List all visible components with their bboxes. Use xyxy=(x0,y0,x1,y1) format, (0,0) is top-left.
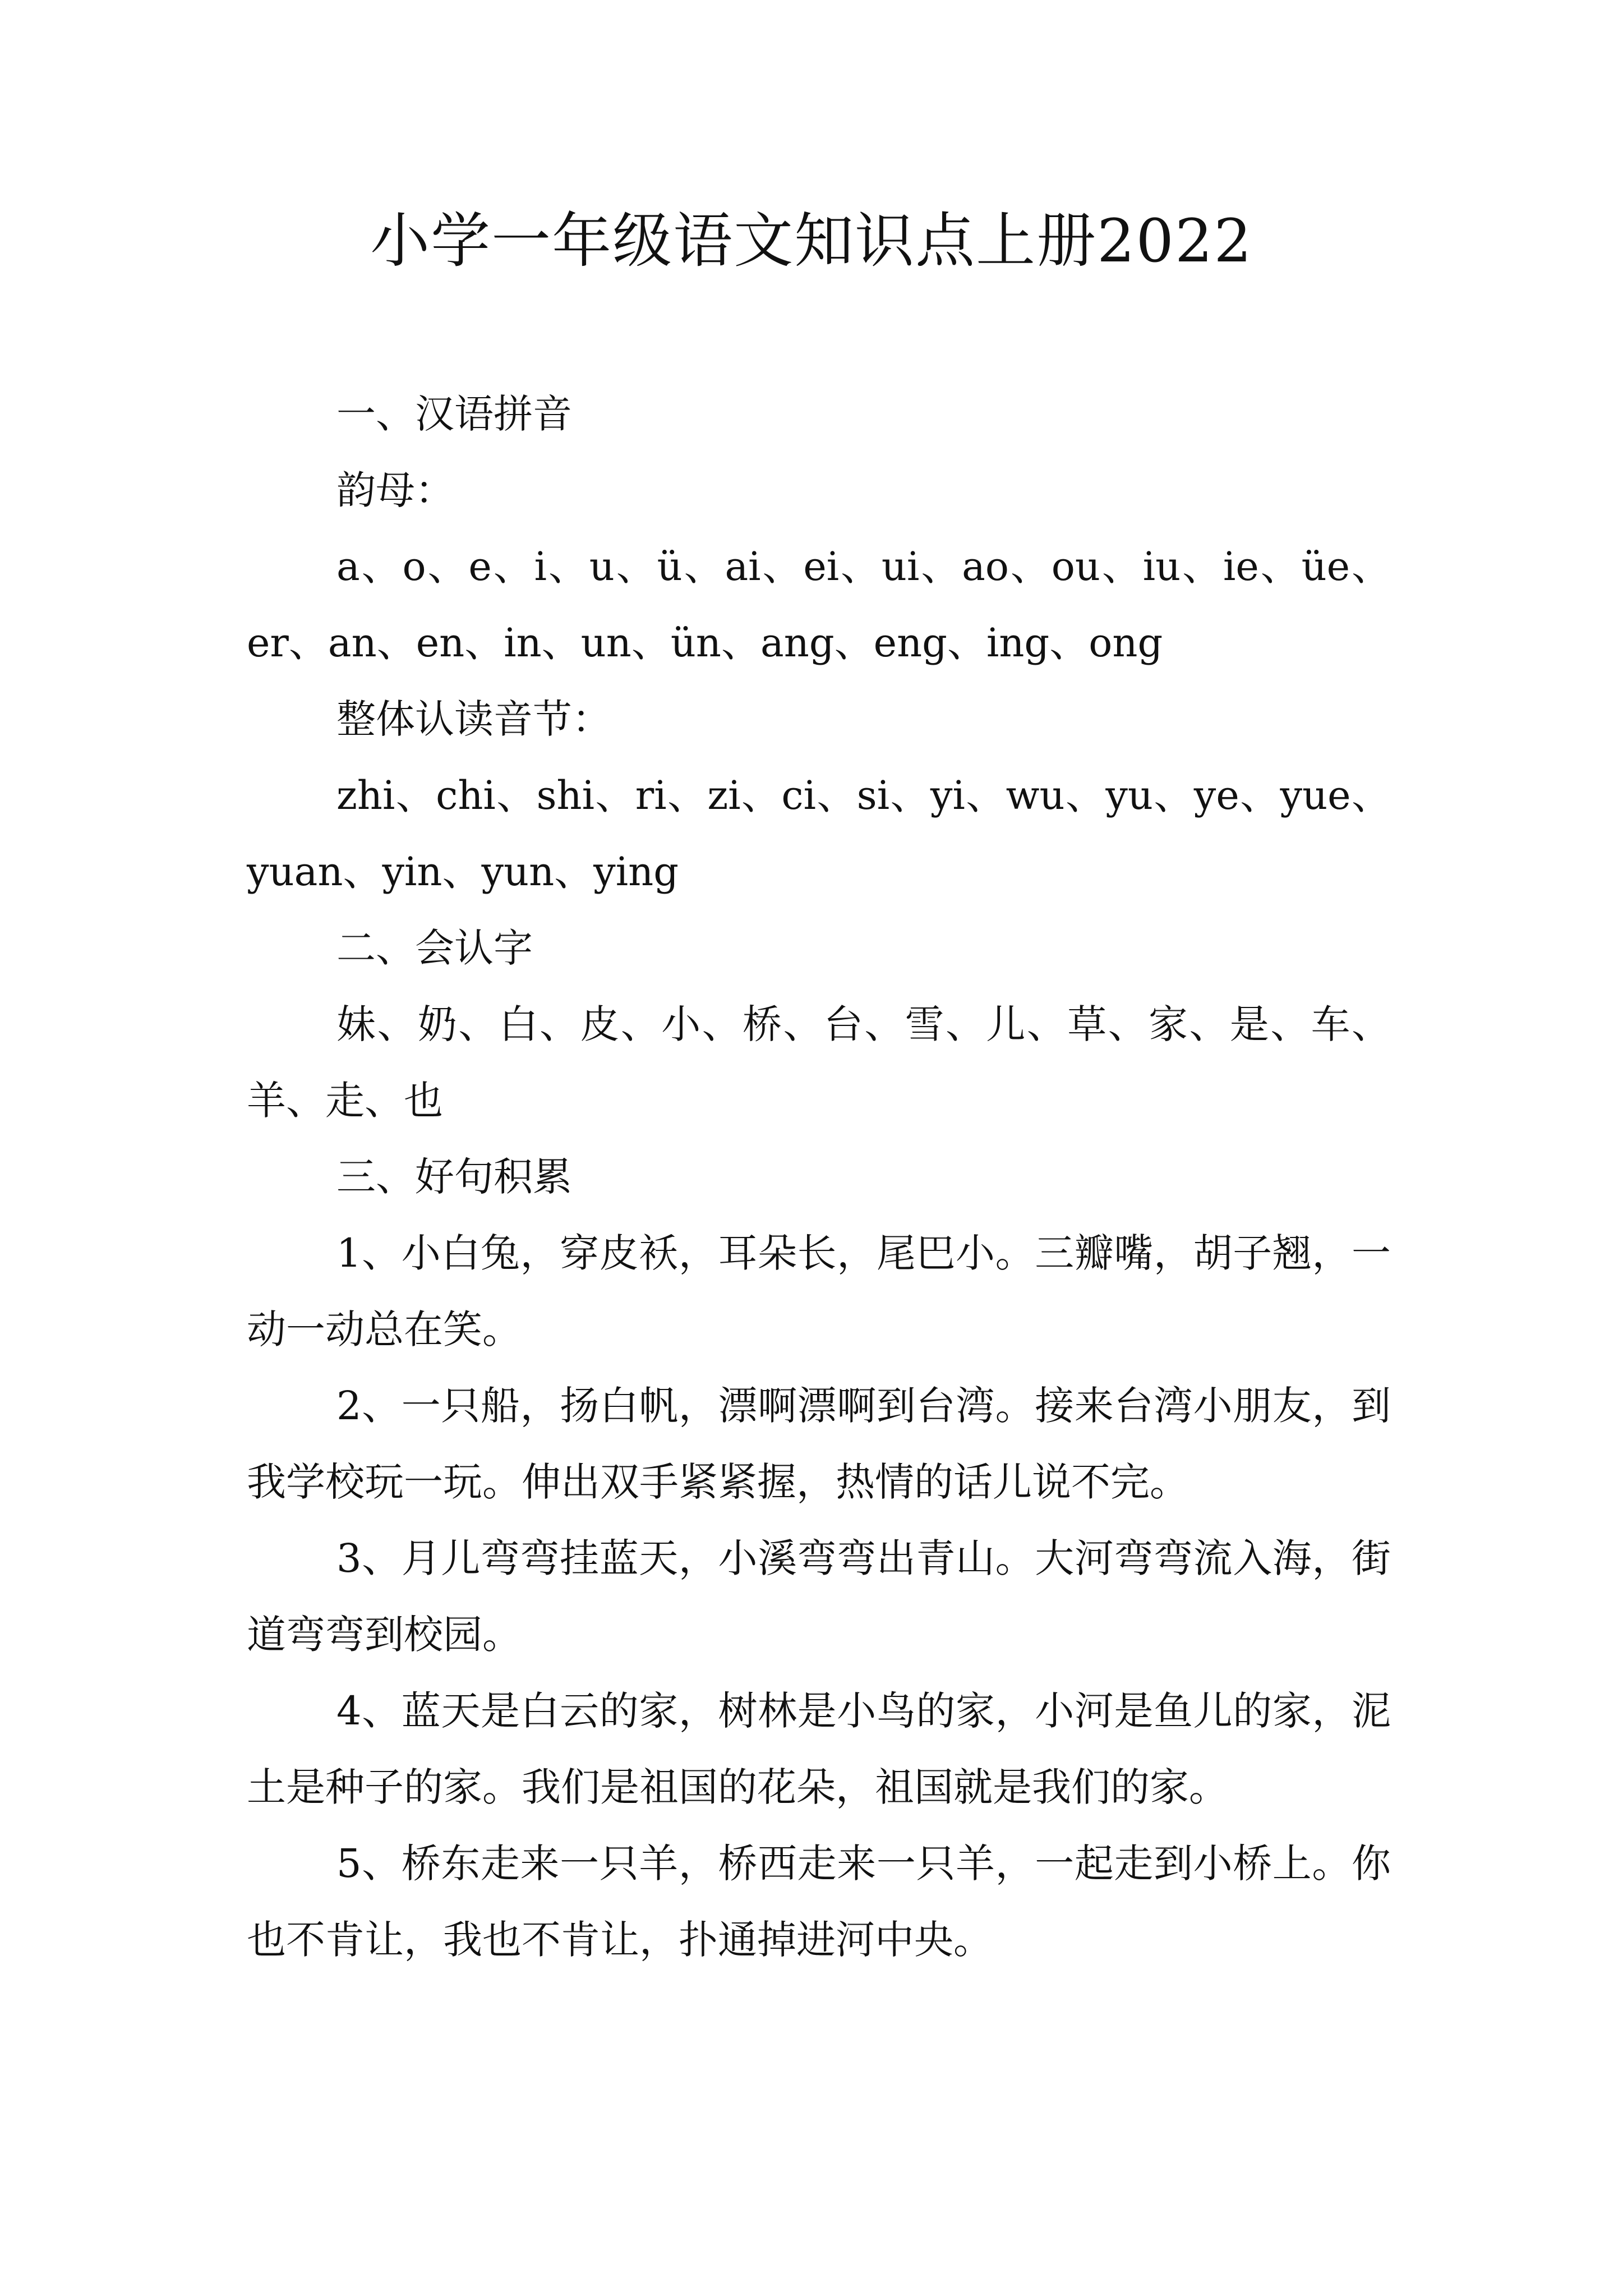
sentence-item: 3、月儿弯弯挂蓝天，小溪弯弯出青山。大河弯弯流入海，街道弯弯到校园。 xyxy=(247,1535,1391,1658)
sentence-item: 1、小白兔，穿皮袄，耳朵长，尾巴小。三瓣嘴，胡子翘，一动一动总在笑。 xyxy=(247,1230,1391,1352)
heading-recognize-characters: 二、会认字 xyxy=(336,925,533,971)
heading-good-sentences: 三、好句积累 xyxy=(336,1154,572,1200)
subheading-whole-syllables: 整体认读音节： xyxy=(336,696,611,742)
whole-syllables-list: zhi、chi、shi、ri、zi、ci、si、yi、wu、yu、ye、yue、yuan、yin、yun、ying xyxy=(247,772,1391,895)
subheading-finals: 韵母： xyxy=(336,467,454,513)
sentence-item: 5、桥东走来一只羊，桥西走来一只羊，一起走到小桥上。你也不肯让，我也不肯让，扑通掉进河中央。 xyxy=(247,1841,1391,1963)
finals-list: a、o、e、i、u、ü、ai、ei、ui、ao、ou、iu、ie、üe、er、an、en、in、un、ün、ang、eng、ing、ong xyxy=(247,544,1391,666)
document-body xyxy=(247,376,1391,1978)
heading-pinyin: 一、汉语拼音 xyxy=(336,391,572,437)
recognize-characters-list: 妹、奶、白、皮、小、桥、台、雪、儿、草、家、是、车、羊、走、也 xyxy=(247,1001,1391,1124)
document-title: 小学一年级语文知识点上册2022 xyxy=(370,206,1253,275)
sentence-item: 4、蓝天是白云的家，树林是小鸟的家，小河是鱼儿的家，泥土是种子的家。我们是祖国的花朵，祖国就是我们的家。 xyxy=(247,1688,1391,1810)
sentence-item: 2、一只船，扬白帆，漂啊漂啊到台湾。接来台湾小朋友，到我学校玩一玩。伸出双手紧紧握，热情的话儿说不完。 xyxy=(247,1383,1391,1505)
